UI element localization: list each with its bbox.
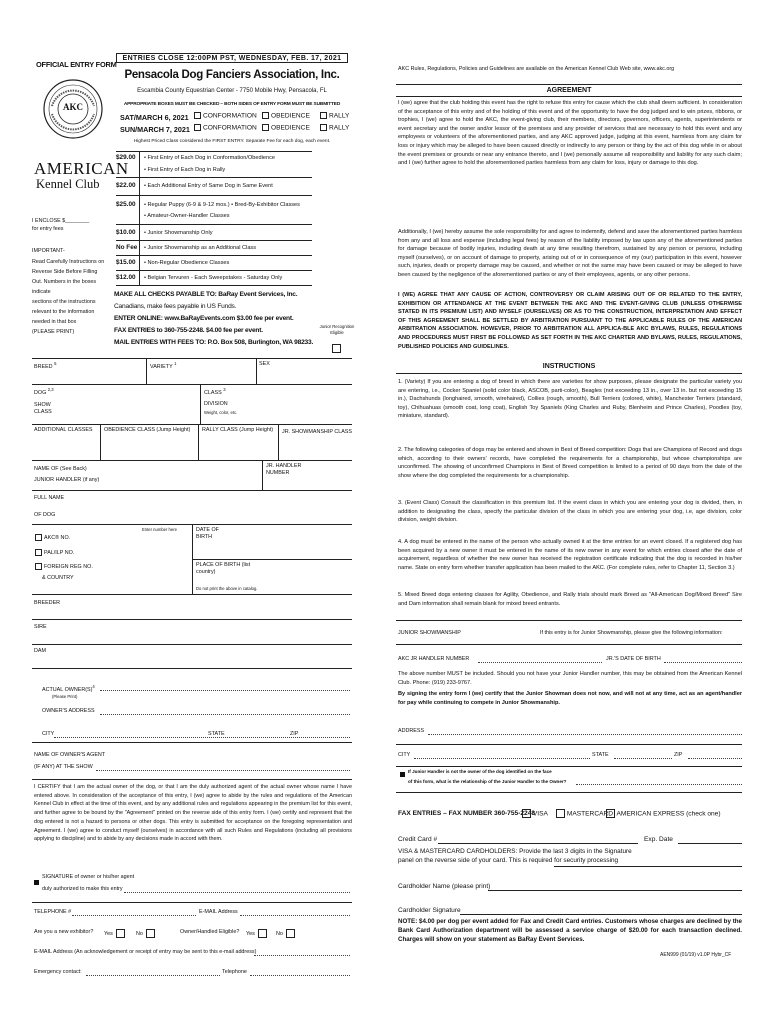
division-sub: Weight, color, etc. (204, 410, 238, 415)
show-label: SHOW (34, 402, 51, 408)
actual-owners-label: ACTUAL $OWNER(S)^4$ (42, 684, 95, 693)
fax-entries-header: FAX ENTRIES – FAX NUMBER 360-755-2248 (398, 810, 536, 817)
canadians-note: Canadians, make fees payable in US Funds. (114, 303, 237, 310)
jr-dob-label: JR.'S DATE OF BIRTH (606, 656, 661, 662)
enclose-label: I ENCLOSE $________ (32, 218, 90, 224)
agreement-arbitration: I (WE) AGREE THAT ANY CAUSE OF ACTION, CONTROVERSY OR CLAIM ARISING OUT OF OR RELATED TO THE ENTRY, EXHIBITION OR ATTENDANCE AT THE EVENT BETWEEN THE AKC AND THE EVENT-GIVING CLUB (UNLESS OTHERWISE STATED IN ITS PREMIUM LIST) AND MYSELF (OURSELVES) OR AS TO THE CONSTRUCTION, INTERPRETATION AND EFFECT OF THIS AGREEMENT SHALL BE SETTLED BY ARBITRATION PURSUANT TO THE APPLICABLE RULES OF THE AMERICAN ARBITRATION ASSOCIATION. HOWEVER, PRIOR TO ARBITRATION ALL APPLICA-BLE AKC BYLAWS, RULES, REGULATIONS AND PROCEDURES MUST FIRST BE FOLLOWED AS SET FORTH IN THE AKC CHARTER AND BYLAWS, RULES, REGULATIONS, PUBLISHED POLICIES AND GUIDELINES. (398, 292, 742, 350)
instruction-5: 5. Mixed Breed dogs entering classes for Agility, Obedience, and Rally trials should mark Breed as "All-American Dog/Mixed Breed" Sire and Dam information shall remain blank for mixed breed entrants. (398, 592, 742, 607)
emergency-contact-label: Emergency contact: (34, 969, 82, 975)
amex-option[interactable]: AMERICAN EXPRESS (check one) (606, 809, 721, 818)
enter-online: ENTER ONLINE: www.BaRayEvents.com $3.00 fee per event. (114, 315, 294, 322)
for-entry-fees-label: for entry fees (32, 226, 64, 232)
sire-label: SIRE (34, 624, 47, 630)
obedience-class-label: OBEDIENCE CLASS (Jump Height) (104, 427, 191, 433)
junior-showmanship-note: If this entry is for Junior Showmanship, please give the following information: (540, 630, 723, 636)
new-exhibitor-yes[interactable]: Yes (104, 929, 125, 938)
cardholder-signature-label: Cardholder Signature (398, 907, 461, 914)
sex-label: SEX (259, 361, 270, 367)
official-entry-form-label: OFFICIAL ENTRY FORM (36, 60, 117, 69)
jr-state-label: STATE (592, 752, 609, 758)
junior-showmanship-label: JUNIOR SHOWMANSHIP (398, 630, 461, 636)
mastercard-option[interactable]: MASTERCARD (556, 809, 613, 818)
jr-relationship-note-1: If Junior Handler is not the owner of the dog identified on the face (408, 769, 552, 774)
fee-row: $22.00 • Each Additional Entry of Same Dog in Same Event (116, 180, 273, 192)
exp-date-label: Exp. Date (644, 836, 673, 843)
junior-recognition-box: Junior Recognition Eligible (318, 320, 356, 354)
rally-class-label: RALLY CLASS (Jump Height) (202, 427, 274, 433)
visa-mc-note: VISA & MASTERCARD CARDHOLDERS: Provide the last 3 digits in the Signature panel on the reverse side of your card. This is required for security processing (398, 848, 632, 864)
instruction-4: 4. A dog must be entered in the name of the person who actually owned it at the time entries for an event closed. If a registered dog has been acquired by a new owner it must be entered in the name of its new owner in any event for which entries closed after the date of acquirement, regardless of whether the new owner has received the registration certificate indicating that the dog is recorded in his/her name. State on entry form whether transfer application has been mailed to the AKC. (For complete rules, refer to Chapter 11, Section 3.) (398, 539, 742, 571)
exp-date-line[interactable] (678, 843, 742, 844)
division-class-label: CLASS $^3$ (204, 387, 226, 396)
akc-logo-line2: Kennel Club (36, 177, 100, 191)
fee-row: $12.00 • Belgian Tervuren - Each Sweepstakes - Saturday Only (116, 272, 282, 284)
fee-row: $29.00 • First Entry of Each Dog in Conformation/Obedience (116, 152, 275, 164)
class-label: CLASS (34, 409, 52, 415)
jr-city-label: CITY (398, 752, 411, 758)
agreement-paragraph-2: Additionally, I (we) hereby assume the sole responsibility for and agree to indemnify, defend and save the aforementioned parties harmless from any and all loss and expense (including legal fees) by reason of the liability imposed by law upon any of the aforementioned parties for damage because of bodily injuries, including death at any time resulting therefrom, sustained by any person or persons, including myself (ourselves), or on account of damage to property, arising out of or in consequence of my (our) participation in this event, however such, injuries, death or property damage may be caused, and whether or not the same may have been caused or may be alleged to have been caused by the negligence of the aforementioned parties or any of their employees, agents, or any other persons. (398, 229, 742, 278)
jr-showmanship-class-label: JR. SHOWMANSHIP CLASS (282, 429, 352, 435)
sun-obedience-option[interactable]: OBEDIENCE (260, 124, 310, 132)
junior-certify-note: By signing the entry form I (we) certify that the Junior Showman does not now, and will not at any time, act as an agent/handler for pay while continuing to compete in Junior Showmanship. (398, 691, 742, 706)
owners-address-label: OWNER'S ADDRESS (42, 708, 95, 714)
emergency-telephone-label: Telephone (222, 969, 247, 975)
new-exhibitor-label: Are you a new exhibitor? (34, 929, 94, 935)
name-of-label: NAME OF (See Back) (34, 466, 87, 472)
sat-obedience-option[interactable]: OBEDIENCE (260, 112, 310, 120)
breeder-label: BREEDER (34, 600, 61, 606)
junior-handler-label: JUNIOR HANDLER (if any) (34, 477, 100, 483)
instruction-3: 3. (Event Class) Consult the classification in this premium list. If the event class in which you are entering your dog is divided, then, in addition to designating the class, specify the particular division of the class in which you are entering your dog, i.e, age division, color division, weight division. (398, 500, 742, 524)
cardholder-signature-line[interactable] (460, 914, 742, 915)
instruction-2: 2. The following categories of dogs may be entered and shown in Best of Breed competition: Dogs that are Champions of Record and dogs which, according to their owners' records, have completed the requirements for a championship, but whose championships are unconfirmed. The showing of unconfirmed Champions in Best of Breed competition is limited to a period of 90 days from the date of the show where the dog completed the requirements for a championship. (398, 447, 742, 479)
email-label: E-MAIL Address (199, 909, 238, 915)
important-title: IMPORTANT- (32, 248, 65, 254)
foreign-reg-option[interactable]: FOREIGN REG NO. (33, 563, 93, 571)
variety-label: VARIETY $^1$ (150, 361, 177, 370)
fee-row: • Amateur-Owner-Handler Classes (116, 210, 230, 222)
agreement-title: AGREEMENT (546, 87, 592, 94)
sat-date: SAT/MARCH 6, 2021 (120, 113, 189, 122)
cardholder-name-label: Cardholder Name (please print) (398, 883, 491, 890)
form-code: AEN999 (01/19) v1.0P Hybr_CF (660, 952, 732, 958)
owner-handled-no[interactable]: No (276, 929, 295, 938)
sun-conformation-option[interactable]: CONFORMATION (192, 124, 257, 132)
mail-entries: MAIL ENTRIES WITH FEES TO: P.O. Box 508, Burlington, WA 98233. (114, 339, 314, 346)
signature-label-2: duly authorized to make this entry (42, 886, 123, 892)
owner-handled-yes[interactable]: Yes (246, 929, 267, 938)
credit-card-line[interactable] (438, 843, 638, 844)
date-of-birth-label: DATE OF BIRTH (196, 527, 219, 540)
email-ack-label: E-MAIL Address (An acknowledgement or receipt of entry may be sent to this e-mail address) (34, 949, 257, 955)
entries-close-banner: ENTRIES CLOSE 12:00PM PST, WEDNESDAY, FEB. 17, 2021 (116, 53, 348, 63)
owner-zip-label: ZIP (290, 731, 299, 737)
country-label: & COUNTRY (42, 575, 74, 581)
division-label: DIVISION (204, 401, 228, 407)
name-of-agent-label: NAME OF OWNER'S AGENT (34, 752, 106, 758)
jr-handler-number-label: JR. HANDLER NUMBER (266, 463, 302, 476)
pal-ilp-option[interactable]: PAL/ILP NO. (33, 549, 74, 557)
signature-label-1: SIGNATURE of owner or his/her agent (42, 874, 135, 880)
visa-option[interactable]: VISA (522, 809, 548, 818)
certify-statement: I CERTIFY that I am the actual owner of the dog, or that I am the duly authorized agent of the actual owner whose name I have entered above. In consideration of the acceptance of this entry, I (we) agree to abide by the rules and regulations of the American Kennel Club in effect at the time of this event, and by any additional rules and regulations appearing in the premium list for this event, and further agree to be bound by the "Agreement" printed on the reverse side of this entry form. I (we) certify and represent that the dog entered is not a hazard to persons or other dogs. This entry is submitted for acceptance on the foregoing representation and Agreement. I (we) agree to conduct myself (ourselves) in accordance with all such Rules and Regulations (including all provisions applying to discipline) and to abide by any decisions made in accord with them. (34, 784, 352, 843)
enter-number-here: Enter number here (142, 527, 177, 532)
please-print-note: (Please Print) (52, 694, 78, 699)
checks-payable: MAKE ALL CHECKS PAYABLE TO: BaRay Event Services, Inc. (114, 291, 298, 298)
fee-row: $10.00 • Junior Showmanship Only (116, 227, 213, 239)
venue: Escambia County Equestrian Center - 7750 Mobile Hwy, Pensacola, FL (137, 88, 327, 94)
above-number-note: The above number MUST be included. Should you not have your Junior Handler number, this may be obtained from the American Kennel Club. Phone: (919) 233-9767. (398, 671, 742, 686)
additional-classes-label: ADDITIONAL CLASSES (34, 427, 93, 433)
place-of-birth-label: PLACE OF BIRTH (list country) (196, 562, 251, 575)
agreement-paragraph-1: I (we) agree that the club holding this event has the right to refuse this entry for cause which the club shall deem sufficient. In consideration of the acceptance of this entry and of the holding of this event and of the opportunity to have the dog judged and to win prizes, ribbons, or trophies, I (we) agree to hold the AKC, the event-giving club, their members, directors, governors, officers, agents, superintendents or event secretary and the owner and/or lessor of the premises and any provider of services that are necessary to hold this event and any employees or volunteers of the aforementioned parties, and any AKC approved judge, judging at this event, harmless from any claim for loss or injury which may be alleged to have been caused directly or indirectly to any person or thing by the act of this dog while in or about the event premises or grounds or near any entrance thereto, and I (we) personally assume all responsibility and liability for any such claim; and I (we) further agree to hold the aforementioned parties harmless from any claim for loss, injury or damage to this dog. (398, 100, 742, 167)
owner-handled-label: Owner/Handled Eligible? (180, 929, 240, 935)
fee-row: $25.00 • Regular Puppy (6-9 & 9-12 mos.) • Bred-By-Exhibitor Classes (116, 199, 300, 211)
jr-address-label: ADDRESS (398, 728, 425, 734)
of-dog-label: OF DOG (34, 512, 56, 518)
full-name-label: FULL NAME (34, 495, 65, 501)
sat-conformation-option[interactable]: CONFORMATION (192, 112, 257, 120)
jr-relationship-note-2: of this form, what is the relationship of the Junior Handler to the Owner? (408, 779, 567, 784)
instructions-title: INSTRUCTIONS (542, 363, 596, 370)
highest-priced-note: Highest Priced Class considered the FIRST ENTRY. Separate Fee for each dog, each event. (133, 139, 331, 144)
new-exhibitor-no[interactable]: No (136, 929, 155, 938)
breed-label: BREED $^5$ (34, 361, 57, 370)
fee-row: $15.00 • Non-Regular Obedience Classes (116, 257, 229, 269)
dam-label: DAM (34, 648, 46, 654)
fee-row: No Fee • Junior Showmanship as an Additional Class (116, 242, 256, 254)
jr-zip-label: ZIP (674, 752, 683, 758)
fax-fee-note: NOTE: $4.00 per dog per event added for Fax and Credit Card entries. Customers whose charges are declined by the Bank Card Authorization department will be assessed a service charge of $20.00 for each transaction declined. Charges will show on your statement as BaRay Event Services. (398, 918, 742, 944)
owner-state-label: STATE (208, 731, 225, 737)
do-not-print-note: Do not print the above in catalog. (196, 586, 258, 591)
sun-date: SUN/MARCH 7, 2021 (120, 125, 190, 134)
fee-row: • First Entry of Each Dog in Rally (116, 164, 225, 176)
jr-relationship-marker-icon (400, 772, 405, 777)
akc-logo-line1: AMERICAN (34, 159, 129, 178)
akc-rules-note: AKC Rules, Regulations, Policies and Guidelines are available on the American Kennel Club Web site, www.akc.org (398, 66, 675, 72)
club-name: Pensacola Dog Fanciers Association, Inc. (124, 69, 340, 81)
appropriate-boxes-note: APPROPRIATE BOXES MUST BE CHECKED – BOTH SIDES OF ENTRY FORM MUST BE SUBMITTED (123, 102, 341, 107)
akc-jr-handler-number-label: AKC JR HANDLER NUMBER (398, 656, 470, 662)
signature-marker-icon (34, 880, 39, 885)
sat-rally-option[interactable]: RALLY (318, 112, 349, 120)
akc-seal-logo: AKC (42, 78, 104, 140)
owner-city-label: CITY (42, 731, 55, 737)
dog-label: DOG $^{2,3}$ (34, 387, 54, 396)
akc-no-option[interactable]: AKC® NO. (33, 534, 70, 542)
credit-card-label: Credit Card # (398, 836, 438, 843)
junior-recognition-checkbox[interactable] (332, 344, 341, 353)
fax-entries-note: FAX ENTRIES to 360-755-2248. $4.00 fee per event. (114, 327, 263, 334)
cardholder-name-line[interactable] (488, 890, 742, 891)
instruction-1: 1. (Variety) If you are entering a dog of breed in which there are varieties for show purposes, please designate the particular variety you are entering, i.e., Cocker Spaniel (solid color black, ASCOB, parti-color), Beagles (not exceeding 13 in., over 13 in. but not exceeding 15 in.), Dachshunds (longhaired, smooth, wirehaired), Collies (rough, smooth), Bull Terriers (colored, white), Manchester Terriers (standard, toy), Chihuahuas (smooth coat, long coat), English Toy Spaniels (King Charles and Ruby, Blenheim and Prince Charles), Poodles (toy, miniature, standard). (398, 379, 742, 420)
sun-rally-option[interactable]: RALLY (318, 124, 349, 132)
telephone-label: TELEPHONE # (34, 909, 72, 915)
if-any-at-show-label: (IF ANY) AT THE SHOW (34, 764, 93, 770)
important-notes: Read Carefully Instructions on Reverse Side Before Filling Out. Numbers in the boxes indicate sections of the instructions relevant to the information needed in that box (PLEASE PRINT) (32, 259, 105, 335)
